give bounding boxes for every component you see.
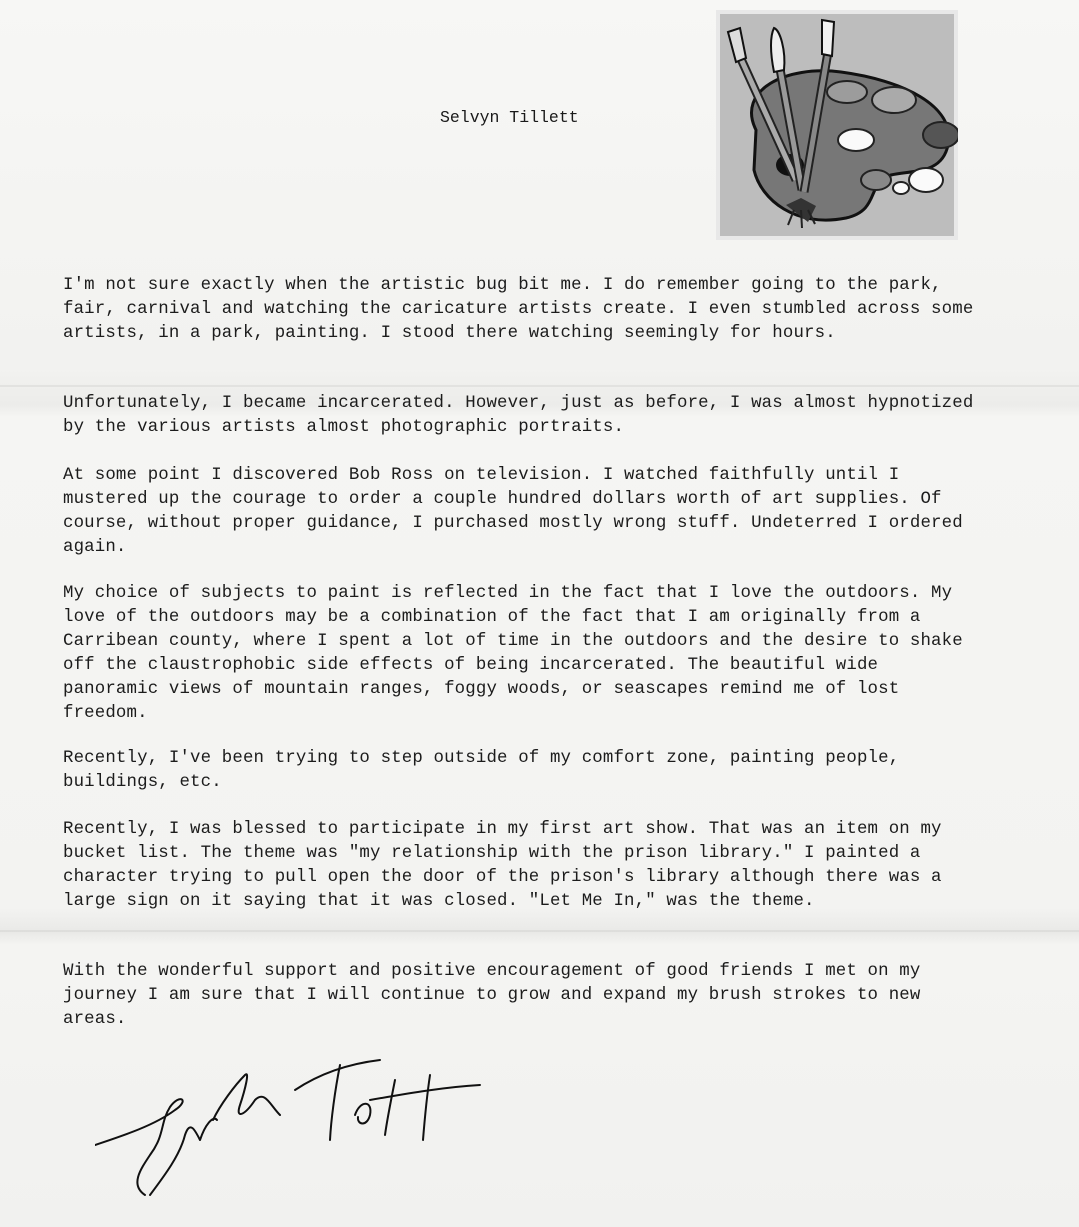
author-name: Selvyn Tillett	[440, 108, 579, 127]
letter-paragraph: I'm not sure exactly when the artistic bug bit me. I do remember going to the park, fair, carnival and watching the caricature artists create. I even stumbled across some artists, in a park, painting. I stood there watching seemingly for hours.	[63, 276, 974, 343]
paper-fold-line	[0, 930, 1079, 932]
letter-paragraph: At some point I discovered Bob Ross on television. I watched faithfully until I mustered up the courage to order a couple hundred dollars worth of art supplies. Of course, without proper guidance, I purchased mostly wrong stuff. Undeterred I ordered again.	[63, 466, 963, 557]
letter-paragraph: Recently, I've been trying to step outside of my comfort zone, painting people, buildings, etc.	[63, 749, 900, 792]
letter-paragraph: Recently, I was blessed to participate in my first art show. That was an item on my bucket list. The theme was "my relationship with the prison library." I painted a character trying to pull open the door of the prison's library although there was a large sign on it saying that it was closed. "Let Me In," was the theme.	[63, 820, 942, 911]
paper-fold-line	[0, 385, 1079, 387]
paint-palette-icon	[716, 10, 958, 240]
letter-paragraph: My choice of subjects to paint is reflected in the fact that I love the outdoors. My love of the outdoors may be a combination of the fact that I am originally from a Carribean county, where I spent a lot of time in the outdoors and the desire to shake off the claustrophobic side effects of being incarcerated. The beautiful wide panoramic views of mountain ranges, foggy woods, or seascapes remind me of lost freedom.	[63, 584, 963, 723]
handwritten-signature-icon	[95, 1045, 495, 1205]
letter-paragraph: Unfortunately, I became incarcerated. However, just as before, I was almost hypnotized by the various artists almost photographic portraits.	[63, 394, 974, 437]
letter-paragraph: With the wonderful support and positive encouragement of good friends I met on my journey I am sure that I will continue to grow and expand my brush strokes to new areas.	[63, 962, 921, 1029]
